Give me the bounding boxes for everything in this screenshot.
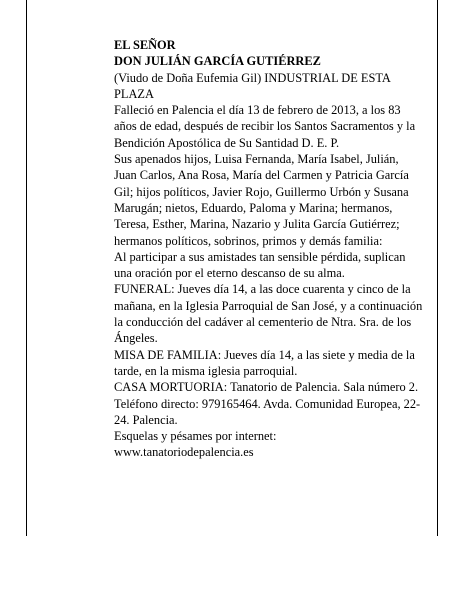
website-link[interactable]: www.tanatoriodepalencia.es xyxy=(114,445,254,460)
family-mass-paragraph: MISA DE FAMILIA: Jueves día 14, a las siete y media de la tarde, en la misma iglesia parroquial. xyxy=(114,347,415,378)
condolences-paragraph: Esquelas y pésames por internet: xyxy=(114,429,277,444)
deceased-name: DON JULIÁN GARCÍA GUTIÉRREZ xyxy=(114,54,321,69)
death-notice-paragraph: Falleció en Palencia el día 13 de febrero de 2013, a los 83 años de edad, después de recibir los Santos Sacramentos y la Bendición Apostólica de Su Santidad D. E. P. xyxy=(114,103,416,150)
notice-title: EL SEÑOR xyxy=(114,38,176,52)
family-paragraph: Sus apenados hijos, Luisa Fernanda, María Isabel, Julián, Juan Carlos, Ana Rosa, María del Carmen y Patricia García Gil; hijos políticos, Javier Rojo, Guillermo Urbón y Susana Marugán; nietos, Eduardo, Paloma y Marina; hermanos, Teresa, Esther, Marina, Nazario y Julita García Gutiérrez; hermanos políticos, sobrinos, primos y demás familia: xyxy=(114,152,409,248)
funeral-paragraph: FUNERAL: Jueves día 14, a las doce cuarenta y cinco de la mañana, en la Iglesia Parroquial de San José, y a continuación la conducción del cadáver al cementerio de Ntra. Sra. de los Ángeles. xyxy=(114,282,423,346)
right-border-line xyxy=(437,0,438,536)
left-border-line xyxy=(26,0,27,536)
obituary-notice xyxy=(114,37,424,461)
mortuary-paragraph: CASA MORTUORIA: Tanatorio de Palencia. Sala número 2. Teléfono directo: 979165464. Avda. Comunidad Europea, 22-24. Palencia. xyxy=(114,380,421,427)
deceased-subtitle: (Viudo de Doña Eufemia Gil) INDUSTRIAL DE ESTA PLAZA xyxy=(114,70,391,101)
prayer-request-paragraph: Al participar a sus amistades tan sensible pérdida, suplican una oración por el eterno descanso de su alma. xyxy=(114,249,406,281)
